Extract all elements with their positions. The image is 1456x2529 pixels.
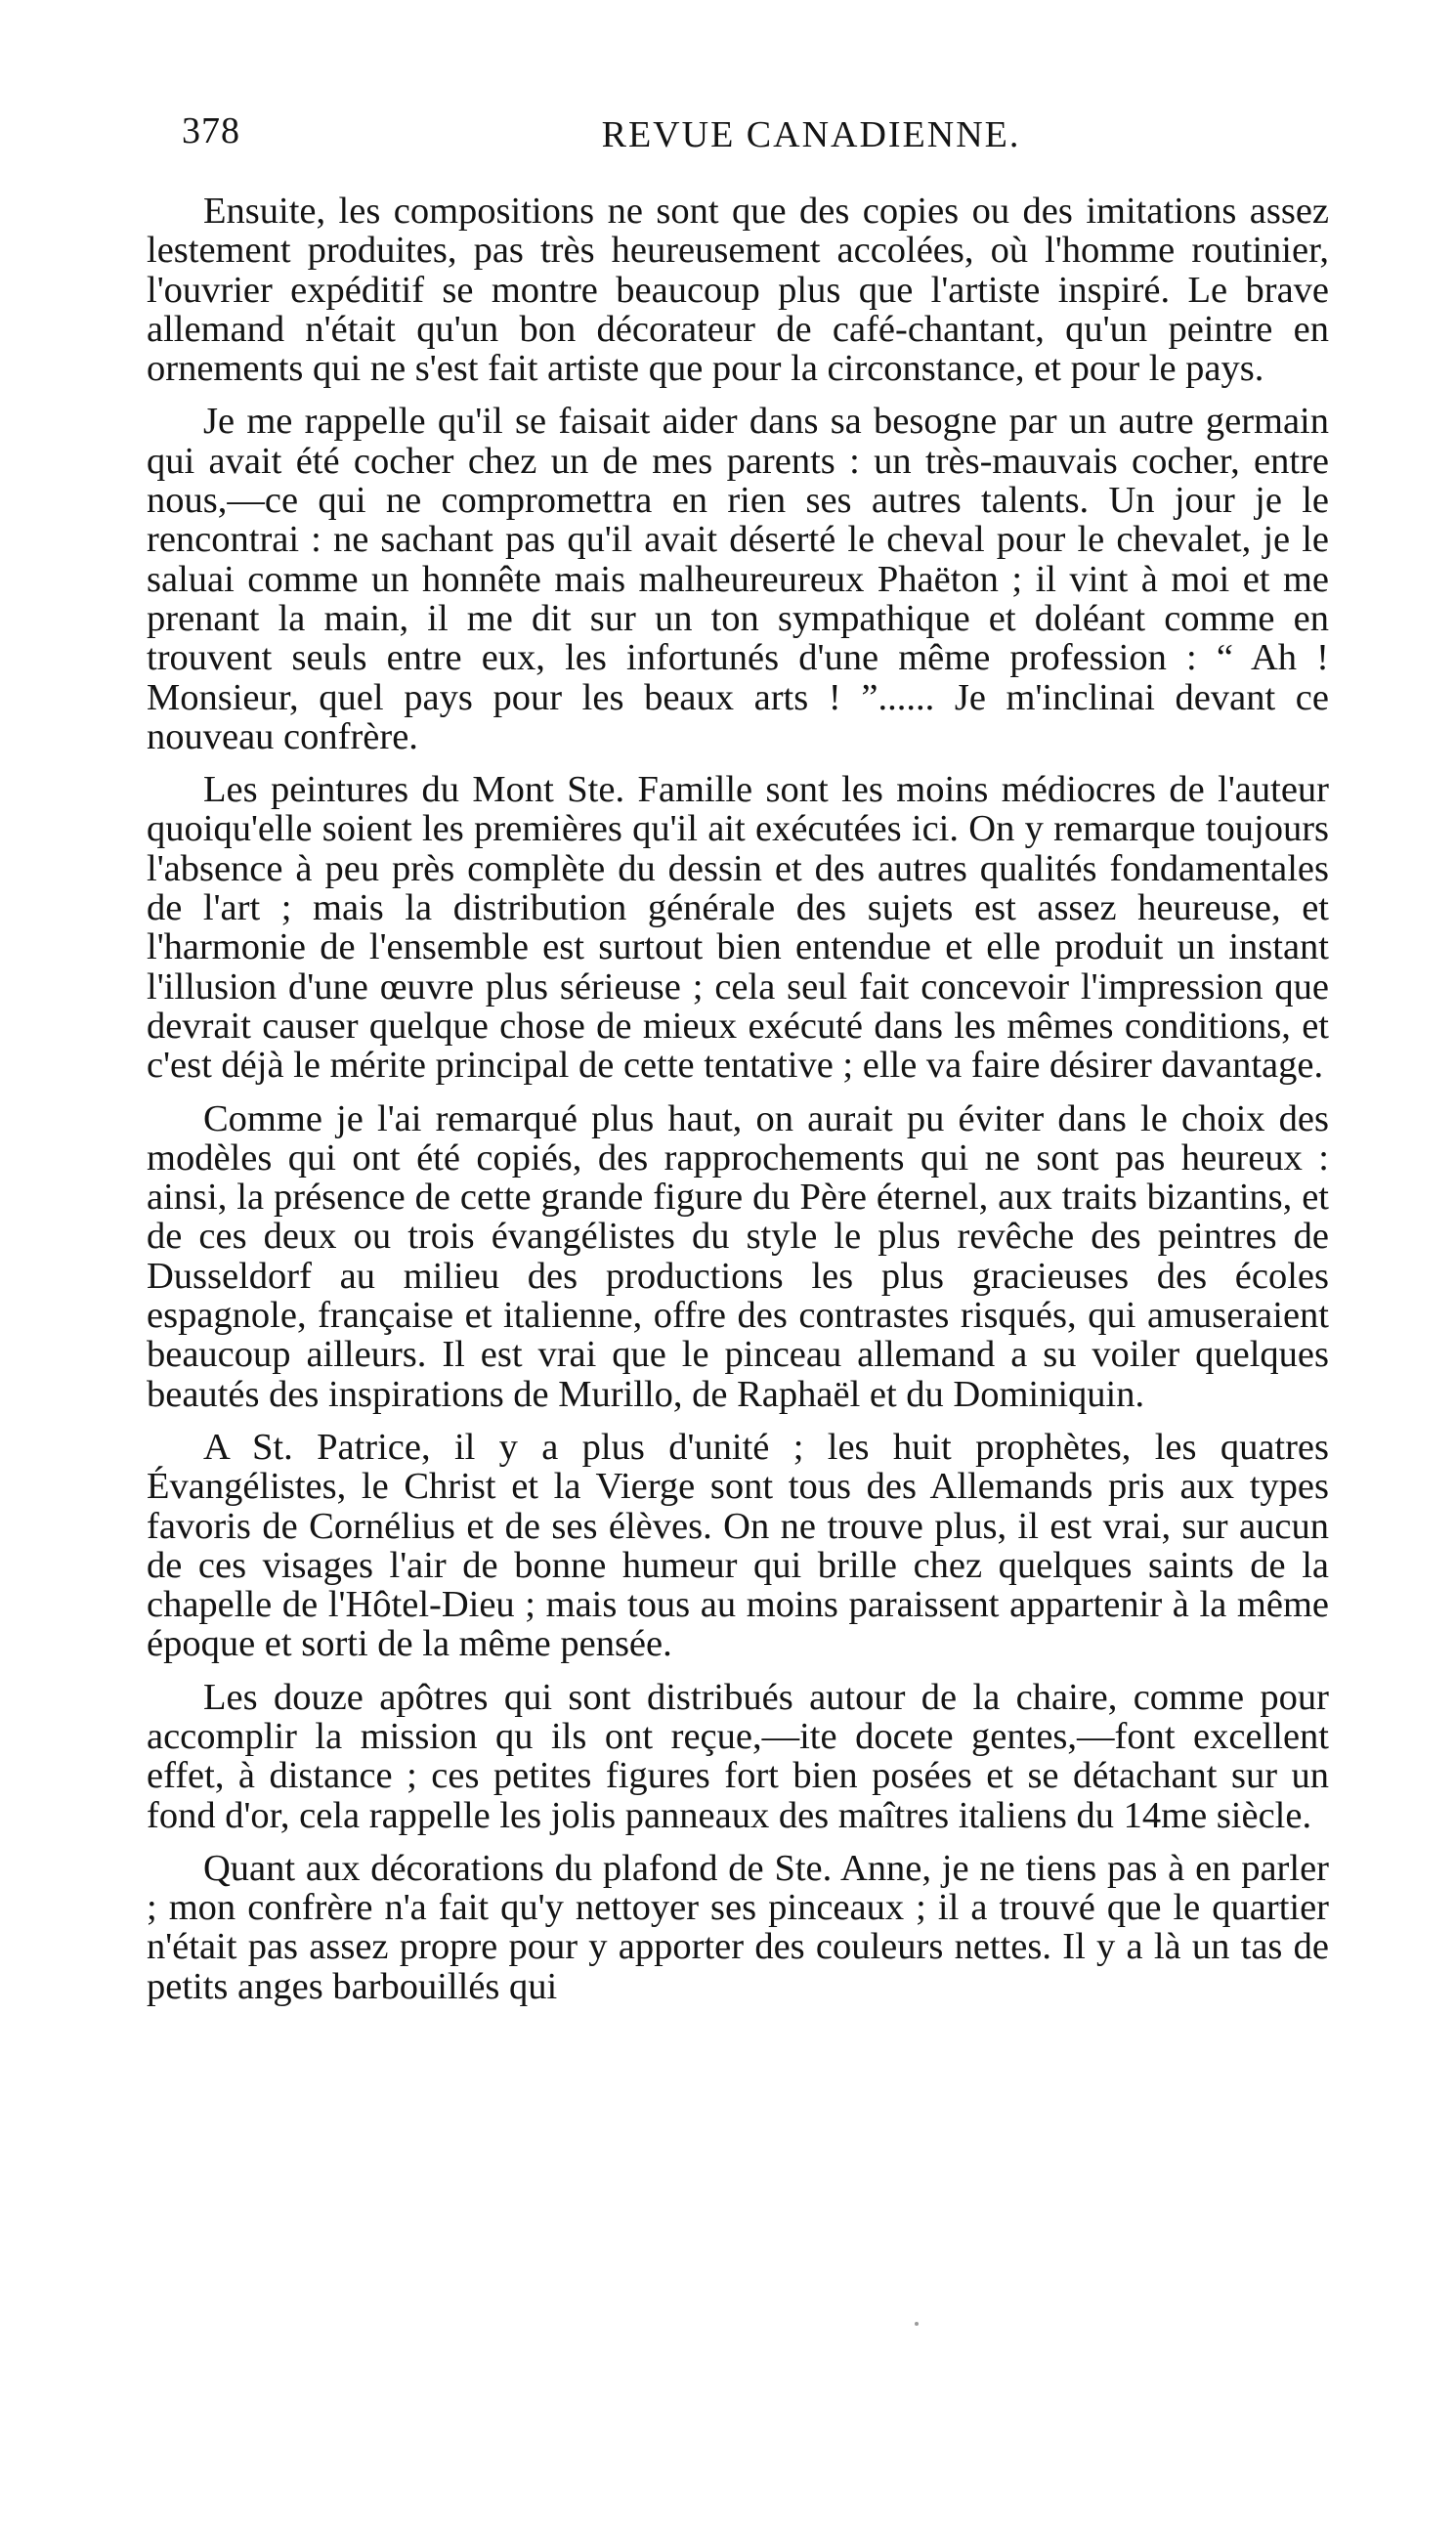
paragraph-2: Je me rappelle qu'il se faisait aider dans sa besogne par un autre germain qui avait été cocher chez un de mes parents : un très-mauvais cocher, entre nous,—ce qui ne compromettra en rien ses autres talents. Un jour je le rencontrai : ne sachant pas qu'il avait déserté le cheval pour le chevalet, je le saluai comme un honnête mais malheureureux Phaëton ; il vint à moi et me prenant la main, il me dit sur un ton sympathique et doléant comme en trouvent seuls entre eux, les infortunés d'une même profession : “ Ah ! Monsieur, quel pays pour les beaux arts ! ”...... Je m'inclinai devant ce nouveau confrère. [147, 401, 1329, 757]
paragraph-4: Comme je l'ai remarqué plus haut, on aurait pu éviter dans le choix des modèles qui ont été copiés, des rapprochements qui ne sont pas heureux : ainsi, la présence de cette grande figure du Père éternel, aux traits bizantins, et de ces deux ou trois évangélistes du style le plus revêche des peintres de Dusseldorf au milieu des productions les plus gracieuses des écoles espagnole, française et italienne, offre des contrastes risqués, qui amuseraient beaucoup ailleurs. Il est vrai que le pinceau allemand a su voiler quelques beautés des inspirations de Murillo, de Raphaël et du Dominiquin. [147, 1097, 1329, 1415]
body-text [147, 192, 1329, 2020]
paragraph-1: Ensuite, les compositions ne sont que des copies ou des imitations assez lestement produites, pas très heureusement accolées, où l'homme routinier, l'ouvrier expéditif se montre beaucoup plus que l'artiste inspiré. Le brave allemand n'était qu'un bon décorateur de café-chantant, qu'un peintre en ornements qui ne s'est fait artiste que pour la circonstance, et pour le pays. [147, 191, 1329, 390]
paragraph-5: A St. Patrice, il y a plus d'unité ; les huit prophètes, les quatres Évangélistes, le Christ et la Vierge sont tous des Allemands pris aux types favoris de Cornélius et de ses élèves. On ne trouve plus, il est vrai, sur aucun de ces visages l'air de bonne humeur qui brille chez quelques saints de la chapelle de l'Hôtel-Dieu ; mais tous au moins paraissent appartenir à la même époque et sorti de la même pensée. [147, 1426, 1329, 1665]
running-title: REVUE CANADIENNE. [601, 114, 1021, 155]
ink-speck [915, 2322, 919, 2326]
paragraph-7: Quant aux décorations du plafond de Ste. Anne, je ne tiens pas à en parler ; mon confrère n'a fait qu'y nettoyer ses pinceaux ; il a trouvé que le quartier n'était pas assez propre pour y apporter des couleurs nettes. Il y a là un tas de petits anges barbouillés qui [147, 1847, 1329, 2007]
paragraph-6: Les douze apôtres qui sont distribués autour de la chaire, comme pour accomplir la mission qu ils ont reçue,—ite docete gentes,—font excellent effet, à distance ; ces petites figures fort bien posées et se détachant sur un fond d'or, cela rappelle les jolis panneaux des maîtres italiens du 14me siècle. [147, 1676, 1329, 1836]
page-number: 378 [182, 110, 240, 151]
paragraph-3: Les peintures du Mont Ste. Famille sont les moins médiocres de l'auteur quoiqu'elle soient les premières qu'il ait exécutées ici. On y remarque toujours l'absence à peu près complète du dessin et des autres qualités fondamentales de l'art ; mais la distribution générale des sujets est assez heureuse, et l'harmonie de l'ensemble est surtout bien entendue et elle produit un instant l'illusion d'une œuvre plus sérieuse ; cela seul fait concevoir l'impression que devrait causer quelque chose de mieux exécuté dans les mêmes conditions, et c'est déjà le mérite principal de cette tentative ; elle va faire désirer davantage. [147, 769, 1329, 1087]
page-header [176, 109, 1329, 168]
